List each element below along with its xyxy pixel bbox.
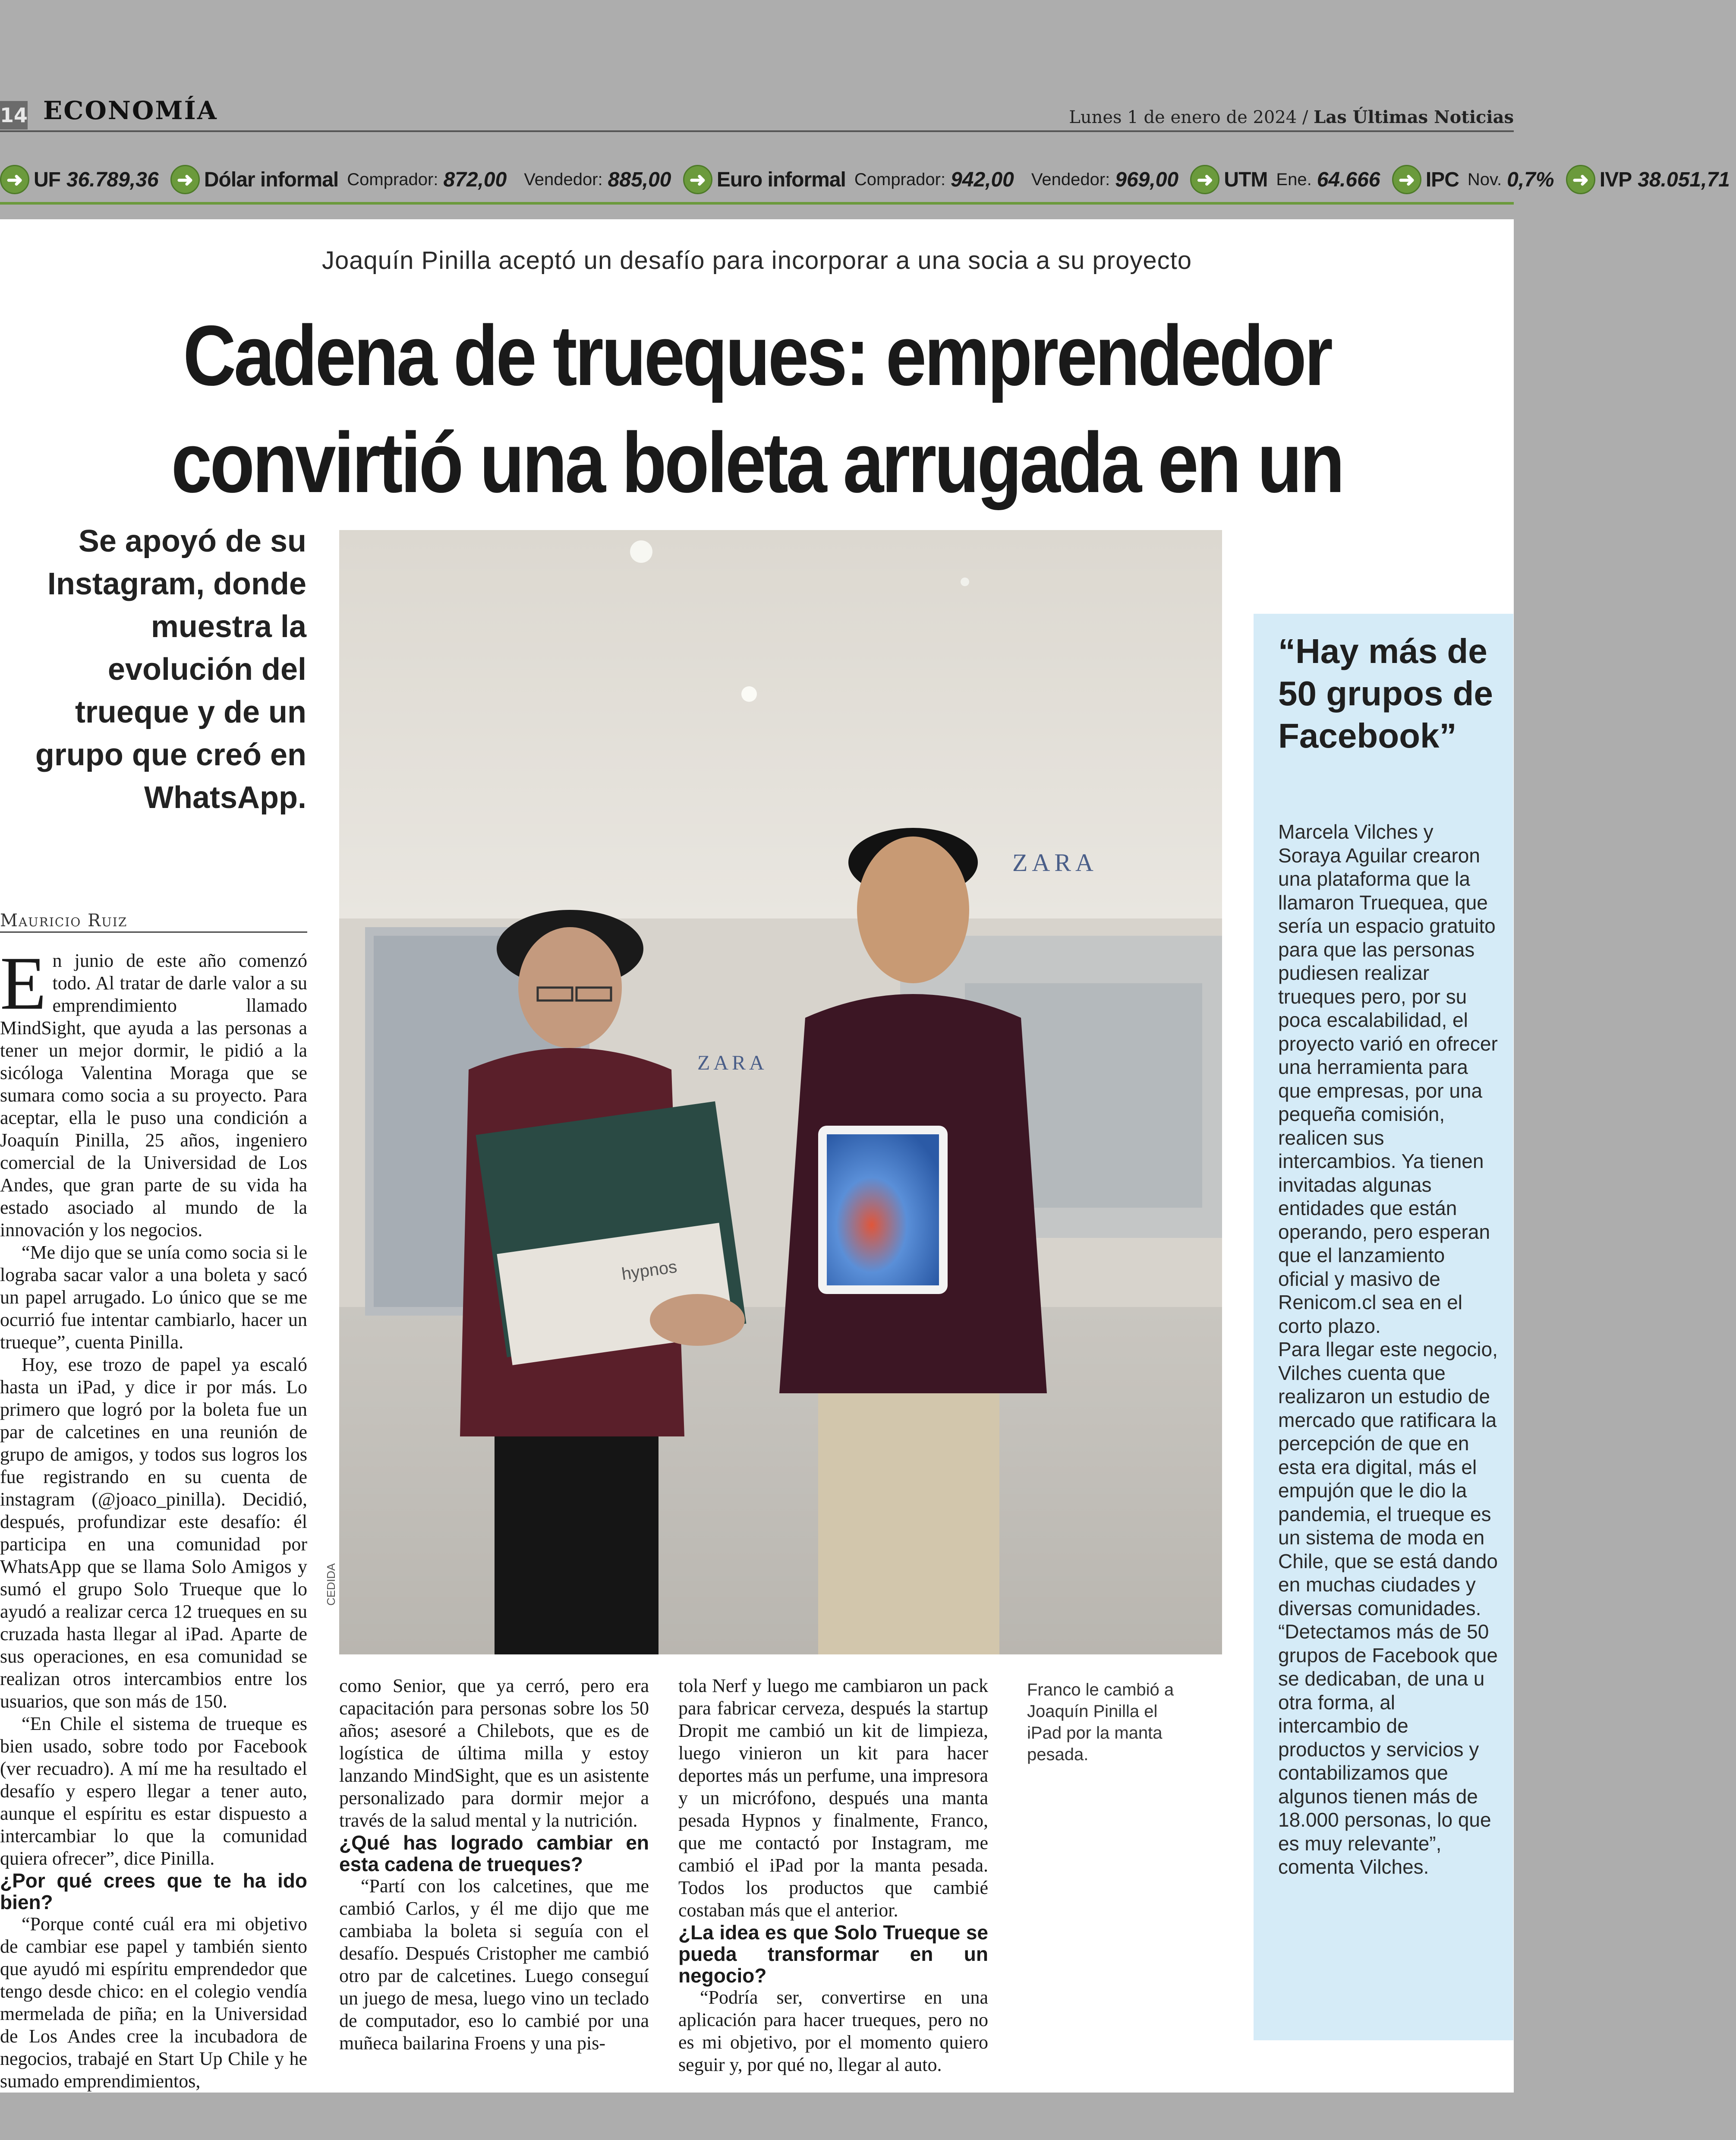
- paragraph: como Senior, que ya cerró, pero era capacitación para personas sobre los 50 años; asesoré a Chilebots, que es de logística de última milla y estoy lanzando MindSight, que es un asistente personalizado para dormir mejor a través de la salud mental y la nutrición.: [339, 1675, 649, 1831]
- article-photo: [339, 530, 1222, 1654]
- arrow-right-icon: ➜: [1392, 165, 1421, 194]
- sidebar-paragraph: Marcela Vilches y Soraya Aguilar crearon una plataforma que la llamaron Truequea, que sería un espacio gratuito para que las personas pudiesen realizar trueques pero, por su poca escalabilidad, el proyecto varió en ofrecer una herramienta para que empresas, por una pequeña comisión, realicen sus intercambios. Ya tienen invitadas algunas entidades que están operando, pero esperan que el lanzamiento oficial y masivo de Renicom.cl sea en el corto plazo.: [1278, 821, 1498, 1337]
- ticker-ipc: ➜ IPC Nov. 0,7%: [1392, 165, 1554, 194]
- header-rule: [0, 130, 1514, 132]
- photo-illustration: [339, 530, 1222, 1654]
- paragraph: n junio de este año comenzó todo. Al tratar de darle valor a su emprendimiento llamado MindSight, que ayuda a las personas a tener un mejor dormir, le pidió a la sicóloga Valentina Moraga que se sumara como socia a su proyecto. Para aceptar, ella le puso una condición a Joaquín Pinilla, 25 años, ingeniero comercial de la Universidad de Los Andes, que gran parte de su vida ha estado asociado al mundo de la innovación y los negocios.: [0, 950, 307, 1240]
- store-sign: ZARA: [697, 1051, 768, 1074]
- arrow-right-icon: ➜: [0, 165, 29, 194]
- ticker-rule: [0, 202, 1514, 205]
- ticker-utm: ➜ UTM Ene. 64.666: [1190, 165, 1380, 194]
- photo-caption: Franco le cambió a Joaquín Pinilla el iPad por la manta pesada.: [1027, 1680, 1174, 1764]
- sidebar-heading: “Hay más de 50 grupos de Facebook”: [1278, 632, 1493, 755]
- byline-rule: [0, 931, 307, 933]
- headline-line-1: Cadena de trueques: emprendedor: [183, 308, 1331, 403]
- publication-name: Las Últimas Noticias: [1314, 107, 1514, 127]
- text-column-1: [0, 941, 307, 2093]
- sidebar-paragraph: Para llegar este negocio, Vilches cuenta que realizaron un estudio de mercado que ratificara la percepción de que en esta era digital, más el empujón que le dio la pandemia, el trueque es un sistema de moda en Chile, que se está dando en muchas ciudades y diversas comunidades.: [1278, 1338, 1498, 1619]
- ticker-ivp: ➜ IVP 38.051,71: [1566, 165, 1730, 194]
- drop-cap: E: [0, 941, 47, 1026]
- paragraph: Hoy, ese trozo de papel ya escaló hasta un iPad, y dice ir por más. Lo primero que logró por la boleta fue un par de calcetines en una reunión de grupo de amigos, y todos sus logros los fue registrando en su cuenta de instagram (@joaco_pinilla). Decidió, después, profundizar este desafío: él participa en una comunidad por WhatsApp que se llama Solo Amigos y sumó el grupo Solo Trueque que lo ayudó a realizar cerca 12 trueques en su cruzada hasta llegar al iPad. Aparte de sus operaciones, en esa comunidad se realizan otros intercambios entre los usuarios, que son más de 150.: [0, 1354, 307, 1712]
- text-column-2: [339, 1675, 649, 2055]
- article-kicker: Joaquín Pinilla aceptó un desafío para incorporar a una socia a su proyecto: [321, 246, 1192, 275]
- byline: Mauricio Ruiz: [0, 911, 128, 931]
- ticker-euro: ➜ Euro informal Comprador: 942,00 Vendedor: 969,00: [683, 165, 1178, 194]
- arrow-right-icon: ➜: [1190, 165, 1219, 194]
- headline-line-2: convirtió una boleta arrugada en un: [171, 415, 1343, 510]
- paragraph: tola Nerf y luego me cambiaron un pack para fabricar cerveza, después la startup Dropit me cambió un kit de limpieza, luego vinieron un kit para hacer deportes más un perfume, una impresora y un micrófono, después una manta pesada Hypnos y finalmente, Franco, que me contactó por Instagram, me cambió el iPad por la manta pesada. Todos los productos que cambié costaban más que el anterior.: [678, 1675, 988, 1921]
- sidebar-paragraph: “Detectamos más de 50 grupos de Facebook que se dedicaban, de una u otra forma, al intercambio de productos y servicios y contabilizamos que algunos tienen más de 18.000 personas, lo que es muy relevante”, comenta Vilches.: [1278, 1620, 1498, 1878]
- store-sign: ZARA: [1012, 849, 1098, 877]
- photo-credit: CEDIDA: [325, 1563, 337, 1606]
- economic-ticker: [0, 165, 1730, 199]
- date-separator: /: [1302, 107, 1308, 127]
- dateline: [1069, 107, 1514, 127]
- paragraph: “En Chile el sistema de trueque es bien usado, sobre todo por Facebook (ver recuadro). A mí me ha resultado el desafío y espero llegar a tener auto, aunque el espíritu es estar dispuesto a intercambiar lo que la comunidad quiera ofrecer”, dice Pinilla.: [0, 1713, 307, 1869]
- article-deck: Se apoyó de su Instagram, donde muestra la evolución del trueque y de un grupo que creó en WhatsApp.: [35, 524, 306, 815]
- text-column-3: [678, 1675, 988, 2076]
- interview-question: ¿Por qué crees que te ha ido bien?: [0, 1869, 307, 1913]
- arrow-right-icon: ➜: [683, 165, 712, 194]
- arrow-right-icon: ➜: [1566, 165, 1595, 194]
- box-label: hypnos: [620, 1257, 678, 1284]
- paragraph: “Me dijo que se unía como socia si le lograba sacar valor a una boleta y sacó un papel arrugado. Lo único que se me ocurrió fue intentar cambiarlo, hacer un trueque”, cuenta Pinilla.: [0, 1242, 307, 1353]
- ticker-dolar: ➜ Dólar informal Comprador: 872,00 Vendedor: 885,00: [170, 165, 671, 194]
- paragraph: “Partí con los calcetines, que me cambió Carlos, y él me dijo que me cambiaba la boleta si seguía con el desafío. Después Cristopher me cambió otro par de calcetines. Luego conseguí un juego de mesa, luego vino un teclado de computador, eso lo cambié por una muñeca bailarina Froens y una pis-: [339, 1875, 649, 2054]
- section-title: ECONOMÍA: [43, 96, 218, 125]
- sidebar-body: [1278, 820, 1499, 1879]
- ticker-uf: ➜ UF 36.789,36: [0, 165, 159, 194]
- arrow-right-icon: ➜: [170, 165, 200, 194]
- issue-date: Lunes 1 de enero de 2024: [1069, 107, 1297, 127]
- paragraph: “Porque conté cuál era mi objetivo de cambiar ese papel y también siento que ayudó mi espíritu emprendedor que tengo desde chico: en el colegio vendía mermelada de piña; en la Universidad de Los Andes cree la incubadora de negocios, trabajé en Start Up Chile y he sumado emprendimientos,: [0, 1913, 307, 2092]
- paragraph: “Podría ser, convertirse en una aplicación para hacer trueques, pero no es mi objetivo, por el momento quiero seguir y, por qué no, llegar al auto.: [678, 1987, 988, 2075]
- page-number: 14: [0, 101, 28, 129]
- interview-question: ¿La idea es que Solo Trueque se pueda transformar en un negocio?: [678, 1921, 988, 1987]
- interview-question: ¿Qué has logrado cambiar en esta cadena de trueques?: [339, 1831, 649, 1875]
